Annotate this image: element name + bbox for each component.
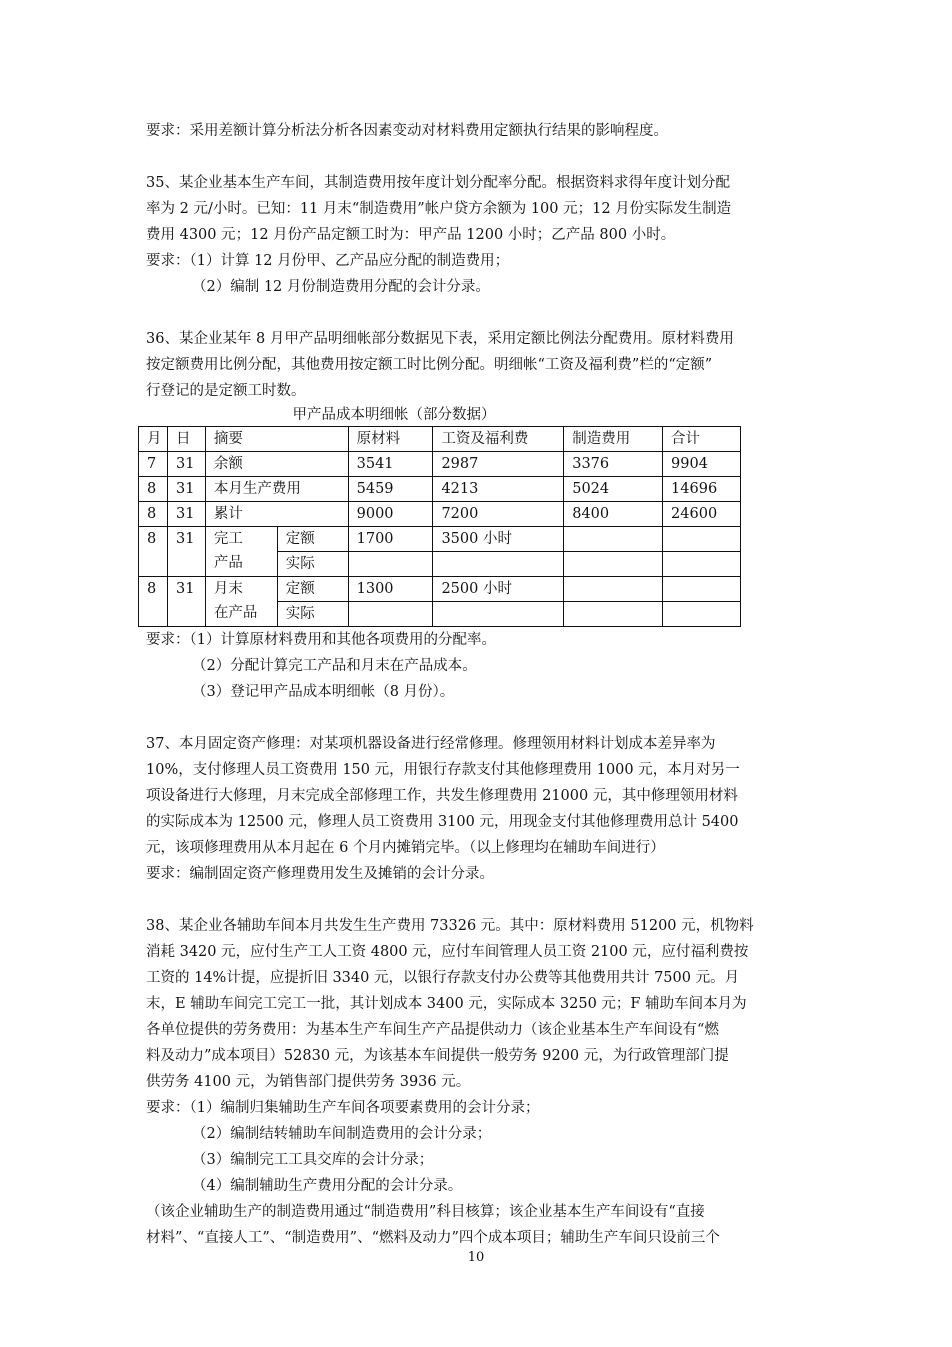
q37-line-3: 项设备进行大修理，月末完成全部修理工作，共发生修理费用 21000 元，其中修理领用材料 bbox=[146, 788, 738, 804]
q35-line-1: 35、某企业基本生产车间，其制造费用按年度计划分配率分配。根据资料求得年度计划分配 bbox=[146, 175, 730, 191]
header-total: 合计 bbox=[663, 427, 741, 452]
cell: 9000 bbox=[348, 502, 433, 527]
q36-req-3: （3）登记甲产品成本明细帐（8 月份）。 bbox=[192, 684, 455, 700]
q38-line-2: 消耗 3420 元，应付生产工人工资 4800 元，应付车间管理人员工资 2100 元，应付福利费按 bbox=[146, 944, 749, 960]
cell bbox=[348, 602, 433, 627]
cell: 余额 bbox=[205, 452, 348, 477]
q38-line-7: 供劳务 4100 元，为销售部门提供劳务 3936 元。 bbox=[146, 1074, 471, 1090]
q38-line-1: 38、某企业各辅助车间本月共发生生产费用 73326 元。其中：原材料费用 51200 元，机物料 bbox=[146, 918, 754, 934]
header-overhead: 制造费用 bbox=[564, 427, 663, 452]
question-35 bbox=[146, 170, 810, 300]
cell: 14696 bbox=[663, 477, 741, 502]
wip-label-1: 月末 bbox=[213, 581, 243, 597]
q35-line-3: 费用 4300 元；12 月份产品定额工时为：甲产品 1200 小时；乙产品 800 小时。 bbox=[146, 227, 676, 243]
cell bbox=[564, 602, 663, 627]
q35-req-1: 要求：（1）计算 12 月份甲、乙产品应分配的制造费用； bbox=[146, 253, 510, 269]
finished-quota-row bbox=[139, 527, 741, 552]
header-material: 原材料 bbox=[348, 427, 433, 452]
q36-req-1: 要求：（1）计算原材料费用和其他各项费用的分配率。 bbox=[146, 632, 496, 648]
question-38 bbox=[146, 913, 810, 1251]
cell: 8 bbox=[139, 502, 168, 527]
cell: 定额 bbox=[277, 527, 348, 552]
cell bbox=[348, 552, 433, 577]
q38-line-6: 料及动力”成本项目）52830 元，为该基本车间提供一般劳务 9200 元，为行政管理部门提 bbox=[146, 1048, 729, 1064]
q38-req-4: （4）编制辅助生产费用分配的会计分录。 bbox=[192, 1178, 463, 1194]
finished-label bbox=[205, 527, 277, 577]
cell: 2987 bbox=[433, 452, 564, 477]
q37-line-2: 10%，支付修理人员工资费用 150 元，用银行存款支付其他修理费用 1000 元，本月对另一 bbox=[146, 762, 740, 778]
q38-req-3: （3）编制完工工具交库的会计分录； bbox=[192, 1152, 434, 1168]
cell bbox=[564, 577, 663, 602]
table-row bbox=[139, 452, 741, 477]
cell bbox=[564, 527, 663, 552]
cell: 实际 bbox=[277, 602, 348, 627]
cell: 8 bbox=[139, 577, 168, 627]
cell: 8 bbox=[139, 477, 168, 502]
cell: 定额 bbox=[277, 577, 348, 602]
cost-ledger-table bbox=[138, 426, 741, 627]
document-page bbox=[146, 118, 810, 1251]
q37-line-1: 37、本月固定资产修理：对某项机器设备进行经常修理。修理领用材料计划成本差异率为 bbox=[146, 736, 716, 752]
cell: 1700 bbox=[348, 527, 433, 552]
cell bbox=[564, 552, 663, 577]
cell: 31 bbox=[167, 527, 205, 577]
cell: 5024 bbox=[564, 477, 663, 502]
question-36 bbox=[146, 326, 810, 705]
cell: 31 bbox=[167, 477, 205, 502]
finished-label-2: 产品 bbox=[213, 555, 243, 571]
wip-label bbox=[205, 577, 277, 627]
table-row bbox=[139, 502, 741, 527]
table-header-row bbox=[139, 427, 741, 452]
q37-line-4: 的实际成本为 12500 元，修理人员工资费用 3100 元，用现金支付其他修理费用总计 5400 bbox=[146, 814, 739, 830]
q38-note-2: 材料”、“直接人工”、“制造费用”、“燃料及动力”四个成本项目；辅助生产车间只设前三个 bbox=[146, 1230, 720, 1246]
intro-requirement: 要求：采用差额计算分析法分析各因素变动对材料费用定额执行结果的影响程度。 bbox=[146, 123, 668, 139]
q36-req-2: （2）分配计算完工产品和月末在产品成本。 bbox=[192, 658, 477, 674]
cell: 24600 bbox=[663, 502, 741, 527]
q37-req: 要求：编制固定资产修理费用发生及摊销的会计分录。 bbox=[146, 866, 494, 882]
cell: 5459 bbox=[348, 477, 433, 502]
q38-req-2: （2）编制结转辅助车间制造费用的会计分录； bbox=[192, 1126, 492, 1142]
cell: 本月生产费用 bbox=[205, 477, 348, 502]
cell: 31 bbox=[167, 502, 205, 527]
cell: 3500 小时 bbox=[433, 527, 564, 552]
cell: 3541 bbox=[348, 452, 433, 477]
cell bbox=[433, 552, 564, 577]
cell: 7 bbox=[139, 452, 168, 477]
cell: 2500 小时 bbox=[433, 577, 564, 602]
table-row bbox=[139, 477, 741, 502]
q37-line-5: 元，该项修理费用从本月起在 6 个月内摊销完毕。（以上修理均在辅助车间进行） bbox=[146, 840, 665, 856]
wip-label-2: 在产品 bbox=[213, 605, 258, 621]
question-37 bbox=[146, 731, 810, 887]
q38-note-1: （该企业辅助生产的制造费用通过“制造费用”科目核算；该企业基本生产车间设有“直接 bbox=[146, 1204, 705, 1220]
cell: 8 bbox=[139, 527, 168, 577]
cell: 31 bbox=[167, 577, 205, 627]
q36-line-2: 按定额费用比例分配，其他费用按定额工时比例分配。明细帐“工资及福利费”栏的“定额” bbox=[146, 357, 713, 373]
cell: 8400 bbox=[564, 502, 663, 527]
cell: 1300 bbox=[348, 577, 433, 602]
cell: 31 bbox=[167, 452, 205, 477]
page-number: 10 bbox=[467, 1250, 485, 1265]
cell bbox=[663, 602, 741, 627]
q35-line-2: 率为 2 元/小时。已知：11 月末“制造费用”帐户贷方余额为 100 元；12 月份实际发生制造 bbox=[146, 201, 732, 217]
cell: 累计 bbox=[205, 502, 348, 527]
cell bbox=[663, 527, 741, 552]
cell bbox=[663, 552, 741, 577]
header-month: 月 bbox=[139, 427, 168, 452]
q38-req-1: 要求：（1）编制归集辅助生产车间各项要素费用的会计分录； bbox=[146, 1100, 540, 1116]
cell: 9904 bbox=[663, 452, 741, 477]
cell: 实际 bbox=[277, 552, 348, 577]
q36-line-1: 36、某企业某年 8 月甲产品明细帐部分数据见下表，采用定额比例法分配费用。原材料费用 bbox=[146, 331, 734, 347]
cell: 4213 bbox=[433, 477, 564, 502]
finished-label-1: 完工 bbox=[213, 531, 243, 547]
q38-line-3: 工资的 14%计提，应提折旧 3340 元，以银行存款支付办公费等其他费用共计 7500 元。月 bbox=[146, 970, 740, 986]
q38-line-4: 末，E 辅助车间完工完工一批，其计划成本 3400 元，实际成本 3250 元；F 辅助车间本月为 bbox=[146, 996, 747, 1012]
q38-line-5: 各单位提供的劳务费用：为基本生产车间生产产品提供动力（该企业基本生产车间设有“燃 bbox=[146, 1022, 719, 1038]
q35-req-2: （2）编制 12 月份制造费用分配的会计分录。 bbox=[192, 279, 490, 295]
cell bbox=[663, 577, 741, 602]
cell: 7200 bbox=[433, 502, 564, 527]
header-wage: 工资及福利费 bbox=[433, 427, 564, 452]
table-caption: 甲产品成本明细帐（部分数据） bbox=[292, 407, 496, 423]
header-day: 日 bbox=[167, 427, 205, 452]
cell bbox=[433, 602, 564, 627]
q36-line-3: 行登记的是定额工时数。 bbox=[146, 383, 306, 399]
header-summary: 摘要 bbox=[205, 427, 348, 452]
cell: 3376 bbox=[564, 452, 663, 477]
wip-quota-row bbox=[139, 577, 741, 602]
